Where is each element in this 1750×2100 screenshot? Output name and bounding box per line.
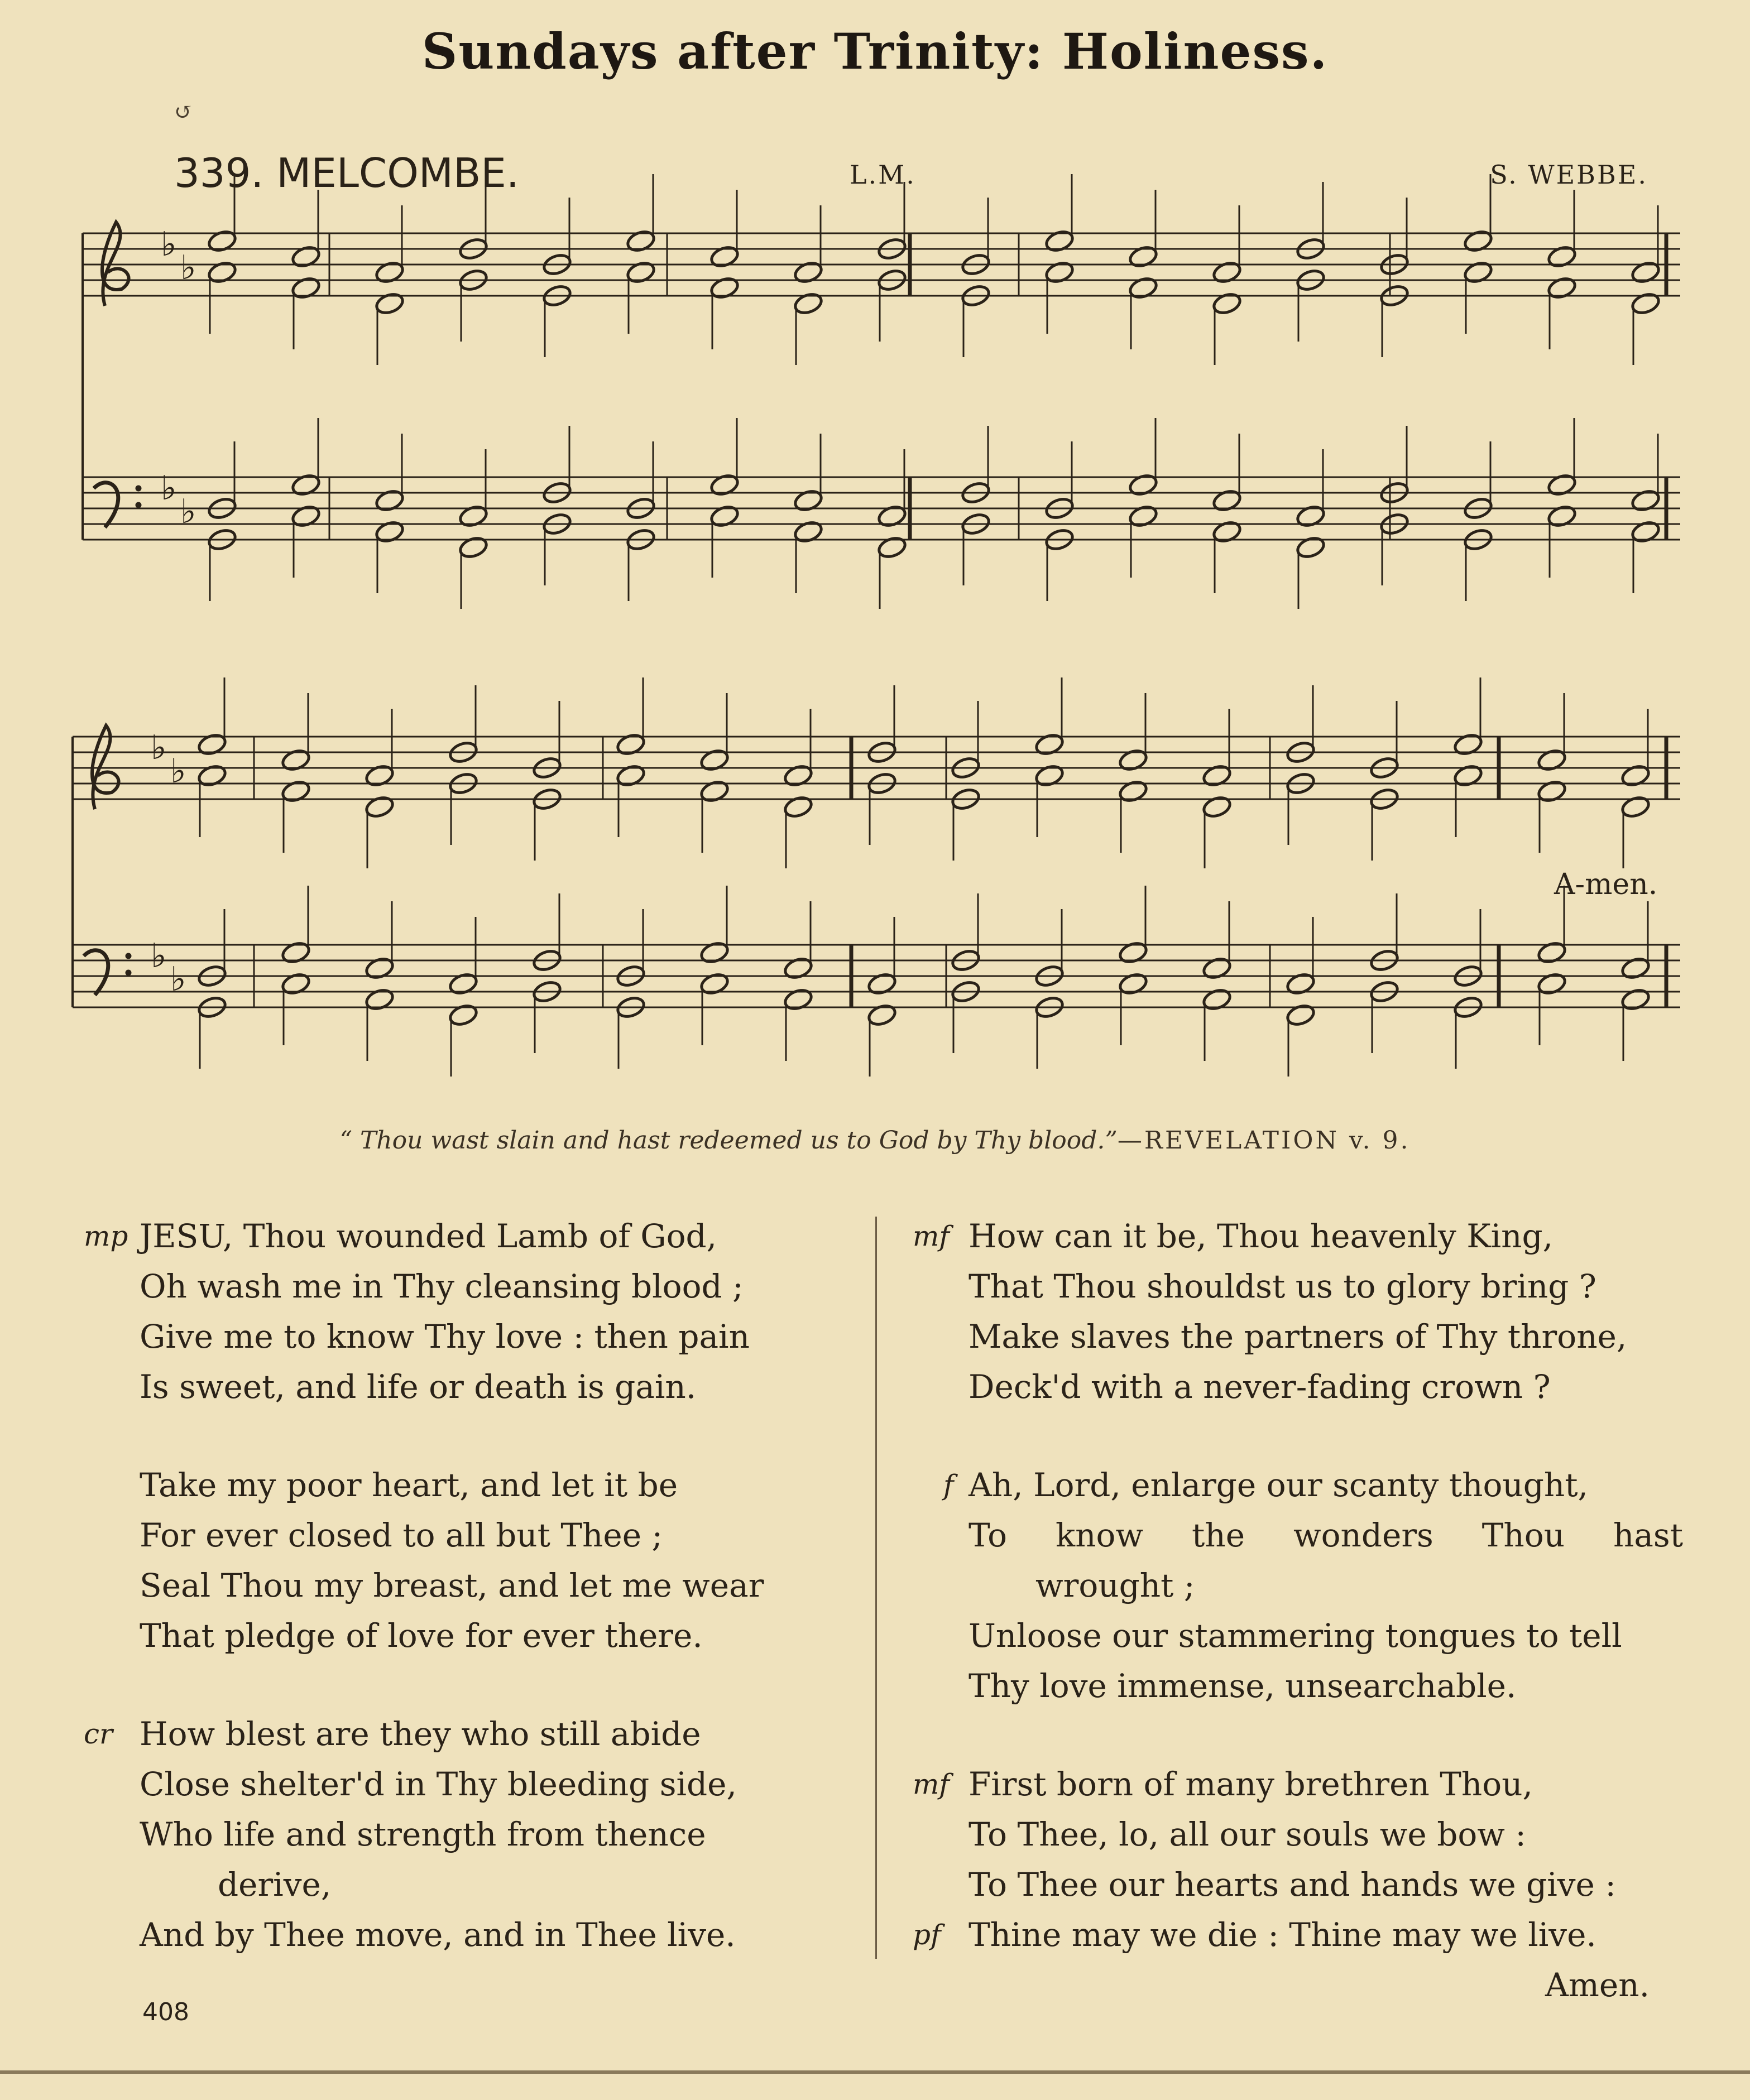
right-column	[913, 1211, 1689, 2058]
note-head	[1128, 244, 1158, 270]
note-head	[699, 748, 730, 773]
verse-line: To Thee, lo, all our souls we bow :	[969, 1815, 1526, 1853]
epigraph	[0, 1126, 1750, 1155]
verse-line: That pledge of love for ever there.	[140, 1617, 703, 1655]
running-head: Sundays after Trinity: Holiness.	[421, 22, 1329, 80]
dynamic-mark: mf	[913, 1768, 950, 1800]
note-head	[1463, 260, 1493, 285]
note-head	[625, 260, 656, 285]
note-head	[280, 779, 311, 804]
note-head	[1546, 473, 1577, 498]
note-head	[1128, 504, 1158, 529]
flat-sign: ♭	[180, 248, 196, 287]
note-head	[448, 1003, 478, 1028]
note-head	[1536, 972, 1567, 997]
note-head	[709, 276, 740, 301]
note-head	[1044, 260, 1075, 285]
note-head	[709, 504, 740, 529]
printer-mark: ↺	[174, 99, 193, 125]
note-head	[1128, 276, 1158, 301]
note-head	[793, 520, 823, 545]
note-head	[1630, 488, 1661, 513]
note-head	[1201, 987, 1232, 1012]
dynamic-mark: cr	[84, 1718, 113, 1750]
note-head	[1211, 260, 1242, 285]
verse-line: To know the wonders Thou hast	[969, 1516, 1683, 1554]
note-head	[196, 763, 227, 789]
note-head	[1536, 779, 1567, 804]
stanza-2	[84, 1460, 854, 1661]
note-head	[207, 229, 237, 254]
dynamic-mark: mp	[84, 1220, 128, 1252]
note-head	[1211, 291, 1242, 316]
note-head	[783, 956, 813, 981]
note-head	[364, 763, 395, 789]
note-head	[1630, 260, 1661, 285]
verse-line: How blest are they who still abide	[140, 1715, 701, 1753]
amen-label: A-men.	[1554, 868, 1658, 901]
note-head	[709, 244, 740, 270]
note-head	[448, 972, 478, 997]
stanza-4	[913, 1211, 1689, 1412]
note-head	[1536, 940, 1567, 965]
stanza-5	[913, 1460, 1689, 1711]
bottom-rule	[0, 2070, 1750, 2074]
note-head	[1630, 291, 1661, 316]
left-column	[84, 1211, 854, 2008]
note-head	[290, 473, 321, 498]
note-head	[1118, 940, 1148, 965]
flat-sign: ♭	[151, 728, 167, 767]
note-head	[364, 987, 395, 1012]
note-head	[1128, 473, 1158, 498]
note-head	[280, 972, 311, 997]
note-head	[793, 488, 823, 513]
bass-clef	[84, 950, 108, 995]
dynamic-mark: pf	[913, 1919, 941, 1951]
note-head	[615, 763, 646, 789]
stanza-6	[913, 1759, 1689, 2010]
verse-line: Give me to know Thy love : then pain	[140, 1318, 750, 1356]
note-head	[783, 763, 813, 789]
verse-line: Who life and strength from thence	[140, 1815, 706, 1853]
note-head	[1630, 520, 1661, 545]
note-head	[374, 291, 405, 316]
stanza-1	[84, 1211, 854, 1412]
bass-clef	[94, 483, 118, 527]
note-head	[364, 956, 395, 981]
note-head	[699, 940, 730, 965]
verse-line: Thine may we die : Thine may we live.	[969, 1916, 1596, 1954]
note-head	[1295, 504, 1326, 529]
amen-ending: Amen.	[1545, 1966, 1650, 2004]
note-head	[1201, 956, 1232, 981]
note-head	[625, 229, 656, 254]
note-head	[1620, 987, 1651, 1012]
note-head	[1211, 520, 1242, 545]
flat-sign: ♭	[170, 960, 186, 999]
note-head	[1295, 535, 1326, 560]
note-head	[1118, 779, 1148, 804]
epigraph-reference: —REVELATION v. 9.	[1117, 1126, 1411, 1155]
verse-line: Take my poor heart, and let it be	[140, 1466, 678, 1504]
note-head	[1034, 763, 1065, 789]
note-head	[1620, 763, 1651, 789]
note-head	[1201, 763, 1232, 789]
note-head	[699, 779, 730, 804]
note-head	[783, 987, 813, 1012]
note-head	[793, 260, 823, 285]
dynamic-mark: f	[943, 1469, 954, 1501]
note-head	[1536, 748, 1567, 773]
bass-clef-dot	[136, 486, 141, 491]
bass-clef-dot	[136, 502, 141, 508]
note-head	[374, 520, 405, 545]
note-head	[458, 535, 488, 560]
verse-line: Oh wash me in Thy cleansing blood ;	[140, 1267, 744, 1305]
note-head	[280, 940, 311, 965]
note-head	[280, 748, 311, 773]
verse-line: For ever closed to all but Thee ;	[140, 1516, 663, 1554]
verse-line: Make slaves the partners of Thy throne,	[969, 1318, 1627, 1356]
verse-line: Unloose our stammering tongues to tell	[969, 1617, 1622, 1655]
note-head	[1044, 229, 1075, 254]
note-head	[1620, 956, 1651, 981]
note-head	[1118, 748, 1148, 773]
note-head	[1452, 732, 1483, 757]
verse-line: To Thee our hearts and hands we give :	[969, 1866, 1616, 1904]
note-head	[1546, 504, 1577, 529]
note-head	[793, 291, 823, 316]
verse-line: First born of many brethren Thou,	[969, 1765, 1533, 1803]
verse-line: Close shelter'd in Thy bleeding side,	[140, 1765, 737, 1803]
verse-line: How can it be, Thou heavenly King,	[969, 1217, 1554, 1255]
note-head	[783, 795, 813, 820]
note-head	[876, 504, 907, 529]
verse-line: Ah, Lord, enlarge our scanty thought,	[969, 1466, 1588, 1504]
verse-line-continuation: wrought ;	[1035, 1566, 1195, 1604]
verse-line: Is sweet, and life or death is gain.	[140, 1368, 697, 1406]
hymn-meter: L.M.	[850, 160, 916, 190]
column-divider	[875, 1217, 877, 1959]
note-head	[207, 260, 237, 285]
verse-line: Deck'd with a never-fading crown ?	[969, 1368, 1551, 1406]
note-head	[374, 488, 405, 513]
flat-sign: ♭	[151, 936, 167, 975]
flat-sign: ♭	[170, 752, 186, 791]
note-head	[1620, 795, 1651, 820]
verse-line: Thy love immense, unsearchable.	[969, 1667, 1517, 1705]
hymn-composer: S. WEBBE.	[1490, 160, 1648, 190]
verse-line-continuation: derive,	[218, 1866, 332, 1904]
note-head	[374, 260, 405, 285]
bass-clef-dot	[126, 970, 131, 975]
note-head	[1285, 972, 1316, 997]
bass-clef-dot	[126, 953, 131, 959]
stanza-3	[84, 1709, 854, 1960]
note-head	[876, 535, 907, 560]
note-head	[196, 732, 227, 757]
note-head	[699, 972, 730, 997]
note-head	[290, 276, 321, 301]
score-staves	[73, 174, 1680, 1077]
note-head	[1285, 1003, 1316, 1028]
note-head	[290, 244, 321, 270]
note-head	[1201, 795, 1232, 820]
flat-sign: ♭	[161, 225, 177, 264]
verse-line: That Thou shouldst us to glory bring ?	[969, 1267, 1596, 1305]
note-head	[1034, 732, 1065, 757]
note-head	[1452, 763, 1483, 789]
note-head	[1463, 229, 1493, 254]
verse-line: JESU, Thou wounded Lamb of God,	[140, 1217, 717, 1255]
flat-sign: ♭	[161, 469, 177, 508]
dynamic-mark: mf	[913, 1220, 950, 1252]
note-head	[709, 473, 740, 498]
verse-line: And by Thee move, and in Thee live.	[140, 1916, 736, 1954]
page-number: 408	[142, 1998, 189, 2026]
note-head	[1546, 244, 1577, 270]
note-head	[290, 504, 321, 529]
flat-sign: ♭	[180, 492, 196, 531]
note-head	[1211, 488, 1242, 513]
hymn-number-title: 339. MELCOMBE.	[174, 150, 519, 196]
note-head	[866, 1003, 897, 1028]
note-head	[1118, 972, 1148, 997]
epigraph-quote: “ Thou wast slain and hast redeemed us to God by Thy blood.”	[339, 1126, 1118, 1155]
note-head	[458, 504, 488, 529]
verse-line: Seal Thou my breast, and let me wear	[140, 1566, 764, 1604]
note-head	[1546, 276, 1577, 301]
note-head	[364, 795, 395, 820]
note-head	[615, 732, 646, 757]
note-head	[866, 972, 897, 997]
